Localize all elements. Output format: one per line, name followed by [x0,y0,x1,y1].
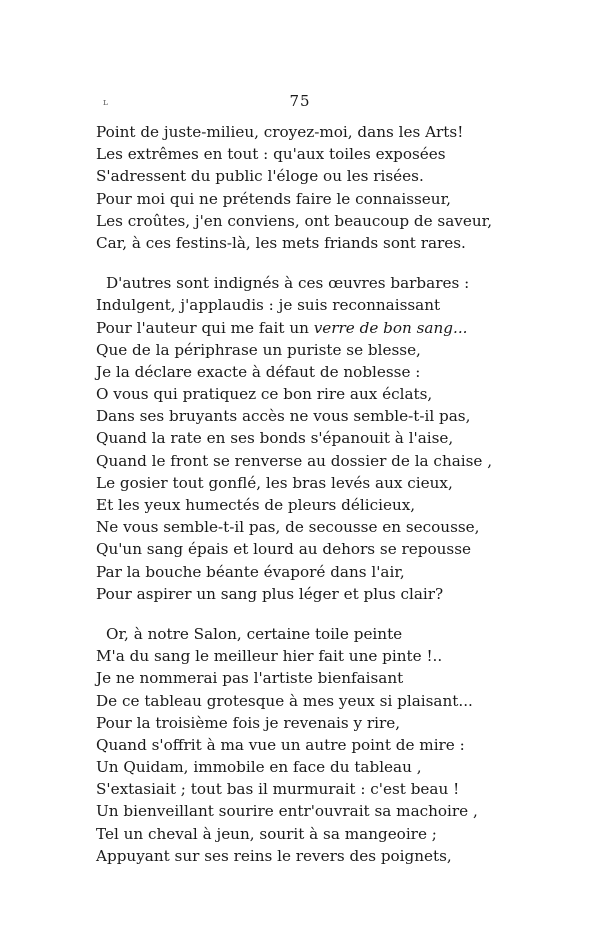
poem-line: Quand le front se renverse au dossier de la chaise , [96,451,493,470]
poem-line: De ce tableau grotesque à mes yeux si plaisant... [96,691,473,710]
poem-line: Car, à ces festins-là, les mets friands sont rares. [96,233,466,252]
stray-mark: ʟ [103,98,108,108]
poem-line: Les extrêmes en tout : qu'aux toiles exposées [96,145,446,164]
poem-line: Je ne nommerai pas l'artiste bienfaisant [96,669,404,688]
poem-line: Quand s'offrit à ma vue un autre point de mire : [96,735,465,754]
stanza-2 [96,272,576,605]
poem-line: Je la déclare exacte à défaut de noblesse : [96,362,421,381]
poem-line: O vous qui pratiquez ce bon rire aux éclats, [96,385,433,404]
poem-line: Pour la troisième fois je revenais y rire, [96,713,401,732]
poem-line-with-italic [96,317,576,339]
stanza-3 [96,623,576,867]
poem-line: Point de juste-milieu, croyez-moi, dans les Arts! [96,123,464,141]
poem-line: Quand la rate en ses bonds s'épanouit à l'aise, [96,429,454,448]
poem-line: D'autres sont indignés à ces œuvres barbares : [106,274,470,293]
poem-line: Appuyant sur ses reins le revers des poignets, [96,846,452,865]
page-number: 75 [289,92,311,110]
poem-line: S'extasiait ; tout bas il murmurait : c'est beau ! [96,780,460,799]
poem-line: Un Quidam, immobile en face du tableau , [96,758,422,777]
poem-line: Et les yeux humectés de pleurs délicieux, [96,496,416,514]
poem-line: Pour aspirer un sang plus léger et plus clair? [96,584,444,603]
poem-line: Pour moi qui ne prétends faire le connaisseur, [96,189,451,208]
poem-line-italic: verre de bon sang... [313,318,468,337]
poem-line: Dans ses bruyants accès ne vous semble-t-il pas, [96,407,471,426]
poem-line: M'a du sang le meilleur hier fait une pinte !.. [96,647,443,666]
poem-line: Or, à notre Salon, certaine toile peinte [106,624,403,643]
poem-line: Par la bouche béante évaporé dans l'air, [96,562,405,581]
stanza-1 [96,121,576,254]
poem-body [96,121,576,867]
poem-line: S'adressent du public l'éloge ou les risées. [96,167,424,186]
poem-line: Le gosier tout gonflé, les bras levés aux cieux, [96,473,453,492]
poem-line: Tel un cheval à jeun, sourit à sa mangeoire ; [96,824,437,843]
poem-line: Les croûtes, j'en conviens, ont beaucoup de saveur, [96,211,493,230]
poem-line: Que de la périphrase un puriste se blesse, [96,340,421,359]
poem-line-prefix: Pour l'auteur qui me fait un [96,318,314,337]
poem-line: Indulgent, j'applaudis : je suis reconnaissant [96,296,441,315]
poem-line: Ne vous semble-t-il pas, de secousse en secousse, [96,518,480,537]
poem-line: Un bienveillant sourire entr'ouvrait sa machoire , [96,802,478,821]
poem-line: Qu'un sang épais et lourd au dehors se repousse [96,540,471,559]
